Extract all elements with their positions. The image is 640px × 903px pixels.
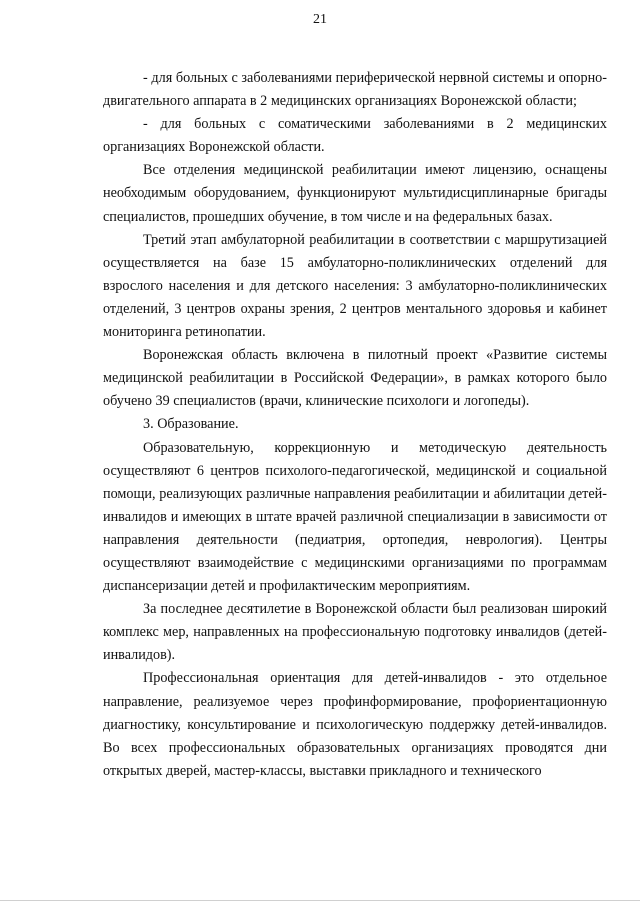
page-number: 21 <box>313 12 327 27</box>
paragraph-peripheral-nervous-system: - для больных с заболеваниями периферической нервной системы и опорно-двигательного аппарата в 2 медицинских организациях Воронежской области; <box>103 70 607 110</box>
paragraph-third-stage-rehabilitation: Третий этап амбулаторной реабилитации в соответствии с маршрутизацией осуществляется на базе 15 амбулаторно-поликлинических отделений для взрослого населения и для детского населения: 3 амбулаторно-поликлинических отделений, 3 центров охраны зрения, 2 центров ментального здоровья и кабинет мониторинга ретинопатии. <box>103 231 607 341</box>
document-body <box>103 67 607 783</box>
paragraph-professional-training: За последнее десятилетие в Воронежской области был реализован широкий комплекс мер, направленных на профессиональную подготовку инвалидов (детей-инвалидов). <box>103 601 607 664</box>
page-bottom-edge <box>0 900 640 901</box>
paragraph-somatic-diseases: - для больных с соматическими заболеваниями в 2 медицинских организациях Воронежской области. <box>103 116 607 156</box>
paragraph-rehabilitation-departments: Все отделения медицинской реабилитации имеют лицензию, оснащены необходимым оборудованием, функционируют мультидисциплинарные бригады специалистов, прошедших обучение, в том числе и на федеральных базах. <box>103 162 607 225</box>
paragraph-career-guidance: Профессиональная ориентация для детей-инвалидов - это отдельное направление, реализуемое через профинформирование, профориентационную диагностику, консультирование и психологическую поддержку детей-инвалидов. Во всех профессиональных образовательных организациях проводятся дни открытых дверей, мастер-классы, выставки прикладного и технического <box>103 670 607 779</box>
section-heading-education: 3. Образование. <box>143 416 239 433</box>
paragraph-pilot-project: Воронежская область включена в пилотный проект «Развитие системы медицинской реабилитации в Российской Федерации», в рамках которого было обучено 39 специалистов (врачи, клинические психологи и логопеды). <box>103 347 607 410</box>
paragraph-education-centers: Образовательную, коррекционную и методическую деятельность осуществляют 6 центров психолого-педагогической, медицинской и социальной помощи, реализующих различные направления реабилитации и абилитации детей-инвалидов и имеющих в штате врачей различной специализации в зависимости от направления деятельности (педиатрия, ортопедия, неврология). Центры осуществляют взаимодействие с медицинскими организациями по программам диспансеризации детей и профилактическим мероприятиям. <box>103 439 607 595</box>
